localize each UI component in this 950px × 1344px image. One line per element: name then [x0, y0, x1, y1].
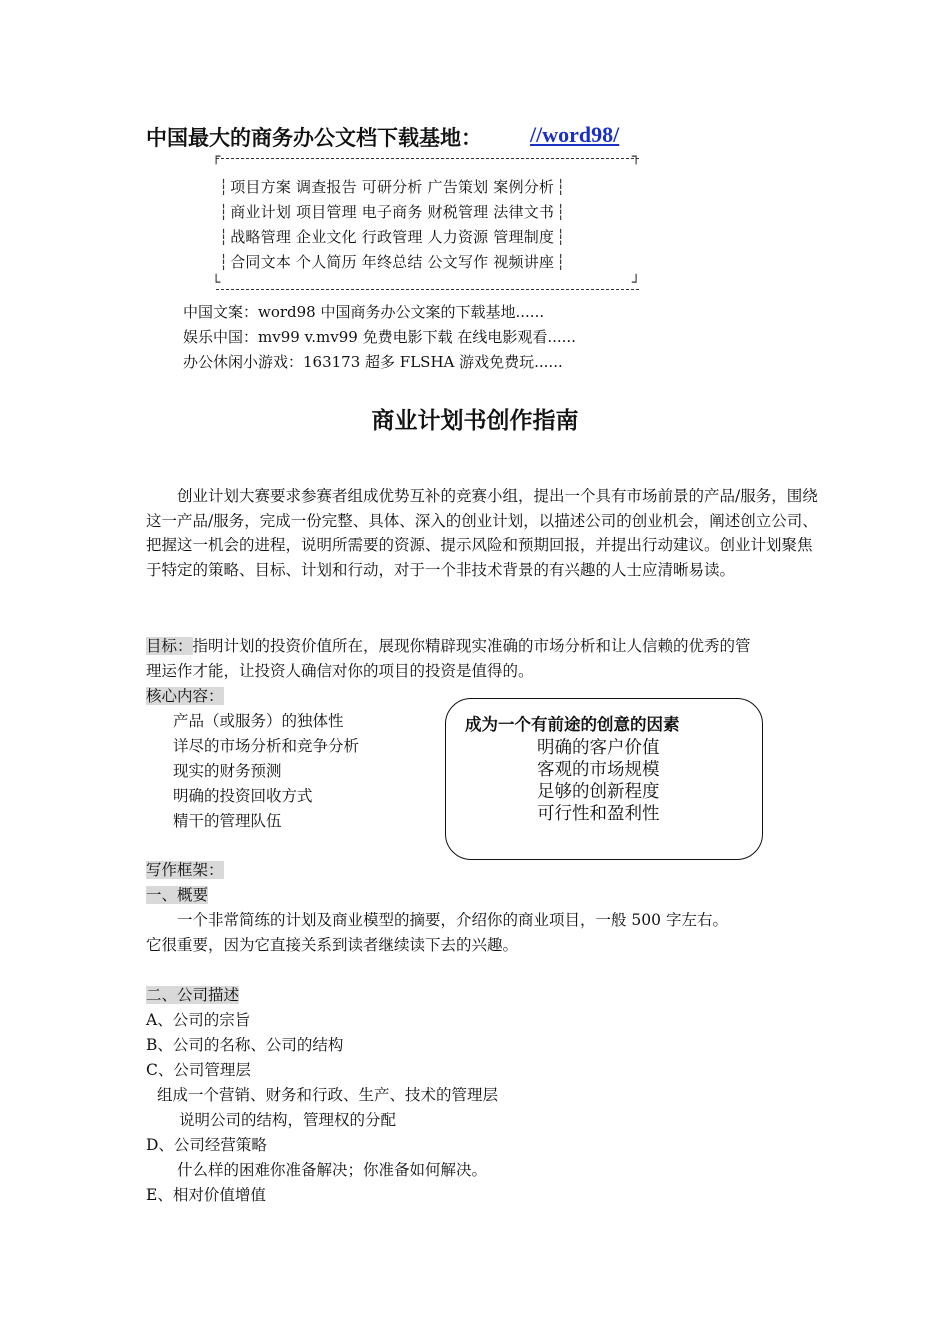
factor-item: 明确的客户价值 [537, 738, 660, 758]
section-2-d-1: 什么样的困难你准备解决；你准备如何解决。 [177, 1161, 488, 1179]
promo-line: 中国文案：word98 中国商务办公文案的下载基地...... [183, 303, 545, 321]
intro-paragraph: 创业计划大赛要求参赛者组成优势互补的竞赛小组，提出一个具有市场前景的产品/服务，围绕这一产品/服务，完成一份完整、具体、深入的创业计划，以描述公司的创业机会，阐述创立公司、把握这一机会的进程，说明所需要的资源、提示风险和预期回报，并提出行动建议。创业计划聚焦于特定的策略、目标、计划和行动，对于一个非技术背景的有兴趣的人士应清晰易读。 [146, 487, 818, 579]
section-2-e: E、相对价值增值 [146, 1186, 266, 1204]
category-row[interactable]: ┆ 项目方案 调查报告 可研分析 广告策划 案例分析 ┆ [219, 176, 565, 197]
section-2-d: D、公司经营策略 [146, 1136, 267, 1154]
core-item: 详尽的市场分析和竞争分析 [173, 737, 360, 755]
core-item: 精干的管理队伍 [173, 812, 282, 830]
section-1-text-2: 它很重要，因为它直接关系到读者继续读下去的兴趣。 [146, 936, 519, 954]
category-row[interactable]: ┆ 合同文本 个人简历 年终总结 公文写作 视频讲座 ┆ [219, 251, 565, 272]
section-1-title: 一、概要 [146, 886, 209, 904]
section-2-c-2: 说明公司的结构，管理权的分配 [179, 1111, 397, 1129]
category-row[interactable]: ┆ 战略管理 企业文化 行政管理 人力资源 管理制度 ┆ [219, 226, 565, 247]
document-title: 商业计划书创作指南 [371, 407, 579, 434]
promo-line: 娱乐中国：mv99 v.mv99 免费电影下载 在线电影观看...... [183, 328, 576, 346]
factor-item: 客观的市场规模 [537, 760, 660, 780]
goal-line [146, 634, 751, 656]
section-2-b: B、公司的名称、公司的结构 [146, 1036, 344, 1054]
core-item: 产品（或服务）的独体性 [173, 712, 344, 730]
core-item: 现实的财务预测 [173, 762, 282, 780]
factor-item: 可行性和盈利性 [537, 804, 660, 824]
header-title: 中国最大的商务办公文档下载基地： [146, 126, 482, 150]
box-corner-top-right: ┐ [632, 149, 641, 165]
section-2-c-1: 组成一个营销、财务和行政、生产、技术的管理层 [157, 1086, 499, 1104]
section-2-title: 二、公司描述 [146, 986, 240, 1004]
factor-item: 足够的创新程度 [537, 782, 660, 802]
header-link[interactable]: //word98/ [530, 122, 620, 147]
core-item: 明确的投资回收方式 [173, 787, 313, 805]
core-label: 核心内容： [146, 687, 224, 705]
box-corner-bottom-right: ┘ [632, 275, 641, 291]
box-corner-bottom-left: └ [212, 275, 221, 291]
framework-label: 写作框架： [146, 861, 224, 879]
box-corner-top-left: ┌ [212, 149, 221, 165]
goal-line-2: 理运作才能，让投资人确信对你的项目的投资是值得的。 [146, 662, 534, 680]
section-2-c: C、公司管理层 [146, 1061, 251, 1079]
section-1-text: 一个非常简练的计划及商业模型的摘要，介绍你的商业项目，一般 500 字左右。 [177, 911, 728, 929]
goal-label: 目标： [146, 637, 193, 655]
category-row[interactable]: ┆ 商业计划 项目管理 电子商务 财税管理 法律文书 ┆ [219, 201, 565, 222]
section-2-a: A、公司的宗旨 [146, 1011, 251, 1029]
factors-title: 成为一个有前途的创意的因素 [465, 715, 680, 734]
goal-text: 指明计划的投资价值所在，展现你精辟现实准确的市场分析和让人信赖的优秀的管 [192, 637, 751, 655]
promo-line: 办公休闲小游戏：163173 超多 FLSHA 游戏免费玩...... [183, 353, 563, 371]
